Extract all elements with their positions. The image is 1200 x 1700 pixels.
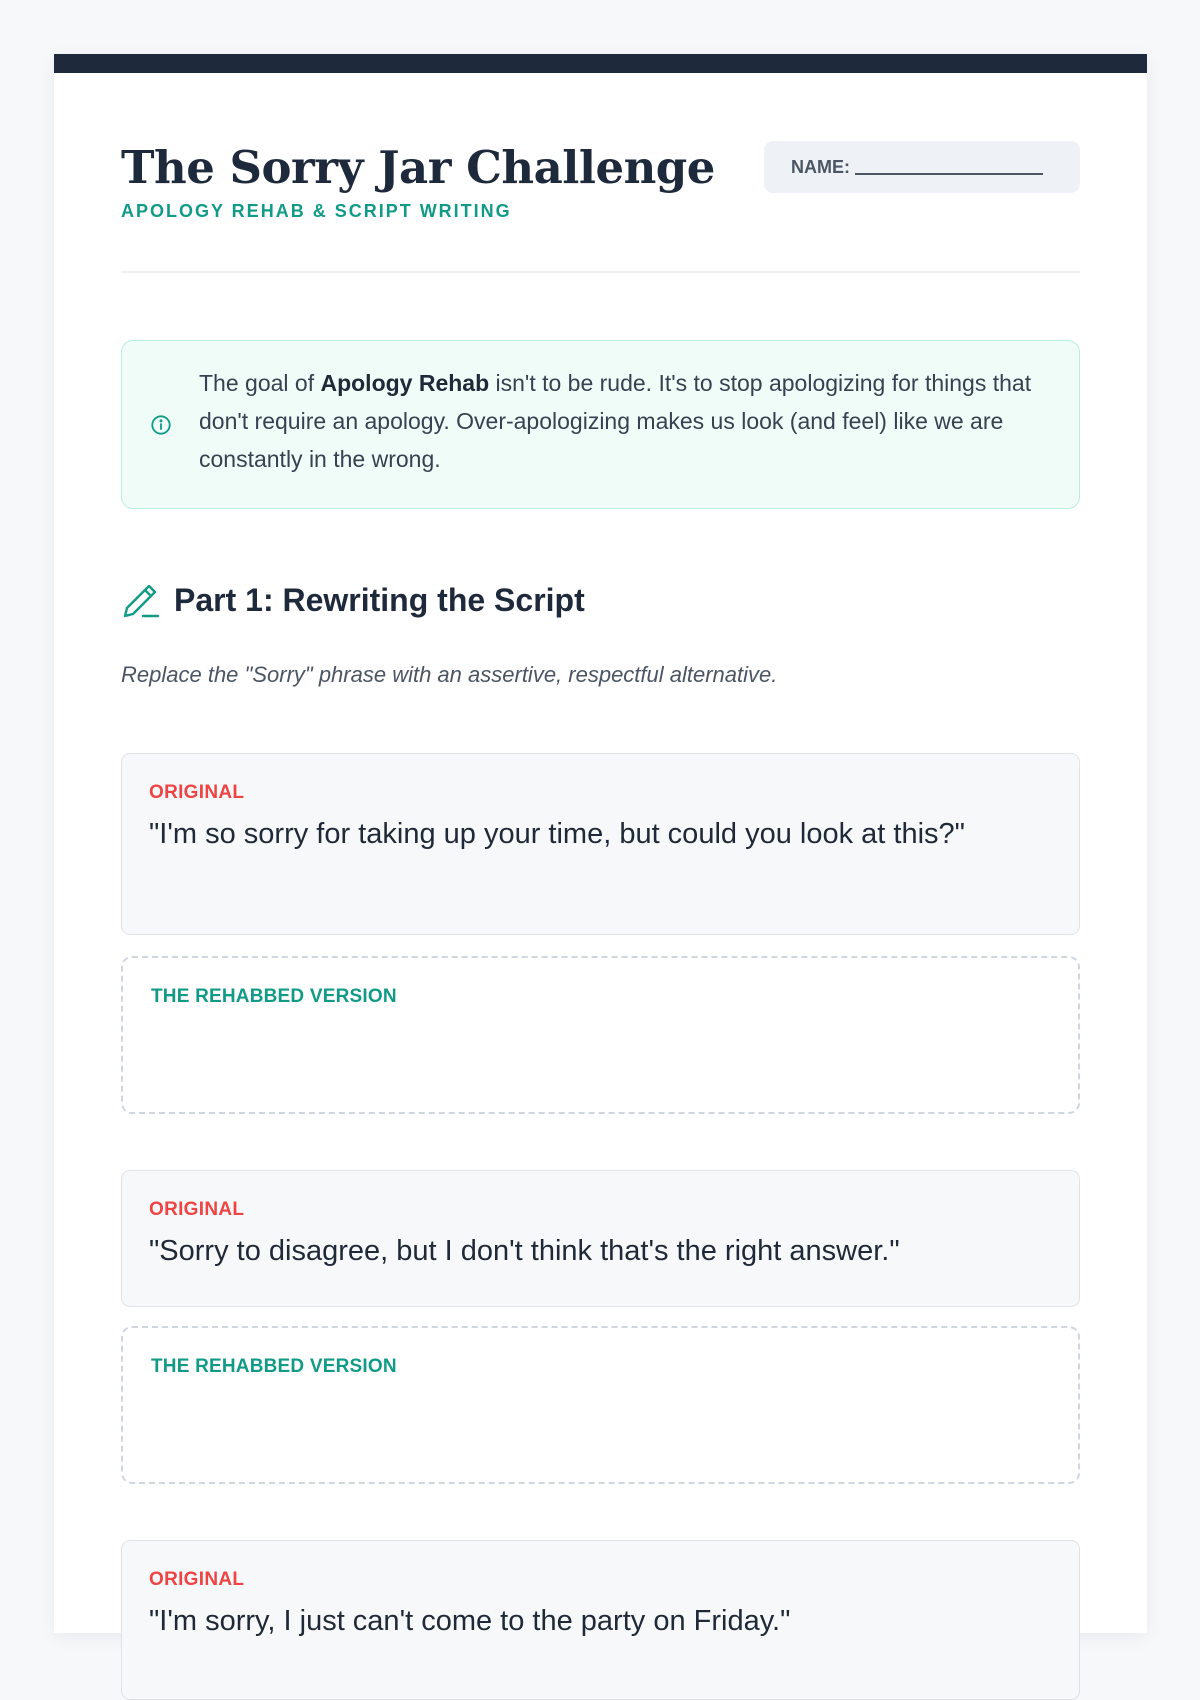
page-title: The Sorry Jar Challenge [121, 141, 715, 194]
worksheet-header [121, 73, 1080, 273]
original-phrase-card [121, 1540, 1080, 1700]
name-blank-line[interactable] [855, 159, 1043, 175]
rehabbed-label: THE REHABBED VERSION [151, 1356, 397, 1377]
rehabbed-answer-box[interactable] [121, 956, 1080, 1114]
rehabbed-answer-box[interactable] [121, 1326, 1080, 1484]
info-text-end: isn't to be rude. It's to stop apologizing for things that don't require an apology. Over-apologizing makes us look (and feel) like we are constantly in the wrong. [199, 370, 1032, 472]
pencil-icon [121, 580, 161, 620]
original-phrase-card [121, 753, 1080, 935]
info-text-bold: Apology Rehab [320, 370, 490, 396]
section-title: Part 1: Rewriting the Script [174, 581, 585, 618]
original-label: ORIGINAL [149, 1569, 245, 1590]
original-text: "Sorry to disagree, but I don't think that's the right answer." [149, 1235, 900, 1267]
name-field[interactable] [764, 141, 1080, 193]
original-phrase-card [121, 1170, 1080, 1307]
info-callout [121, 340, 1080, 509]
info-text-start: The goal of [199, 370, 321, 396]
section-heading [121, 578, 585, 622]
worksheet-page [54, 54, 1147, 1637]
worksheet-content [121, 73, 1080, 1637]
rehabbed-label: THE REHABBED VERSION [151, 986, 397, 1007]
name-label: NAME: [791, 156, 850, 177]
original-label: ORIGINAL [149, 1199, 245, 1220]
original-label: ORIGINAL [149, 782, 245, 803]
section-instruction: Replace the "Sorry" phrase with an assertive, respectful alternative. [121, 662, 778, 687]
info-icon [150, 414, 172, 436]
original-text: "I'm so sorry for taking up your time, but could you look at this?" [149, 818, 965, 850]
page-subtitle: APOLOGY REHAB & SCRIPT WRITING [121, 201, 512, 221]
info-text [199, 364, 1057, 478]
original-text: "I'm sorry, I just can't come to the party on Friday." [149, 1605, 791, 1637]
